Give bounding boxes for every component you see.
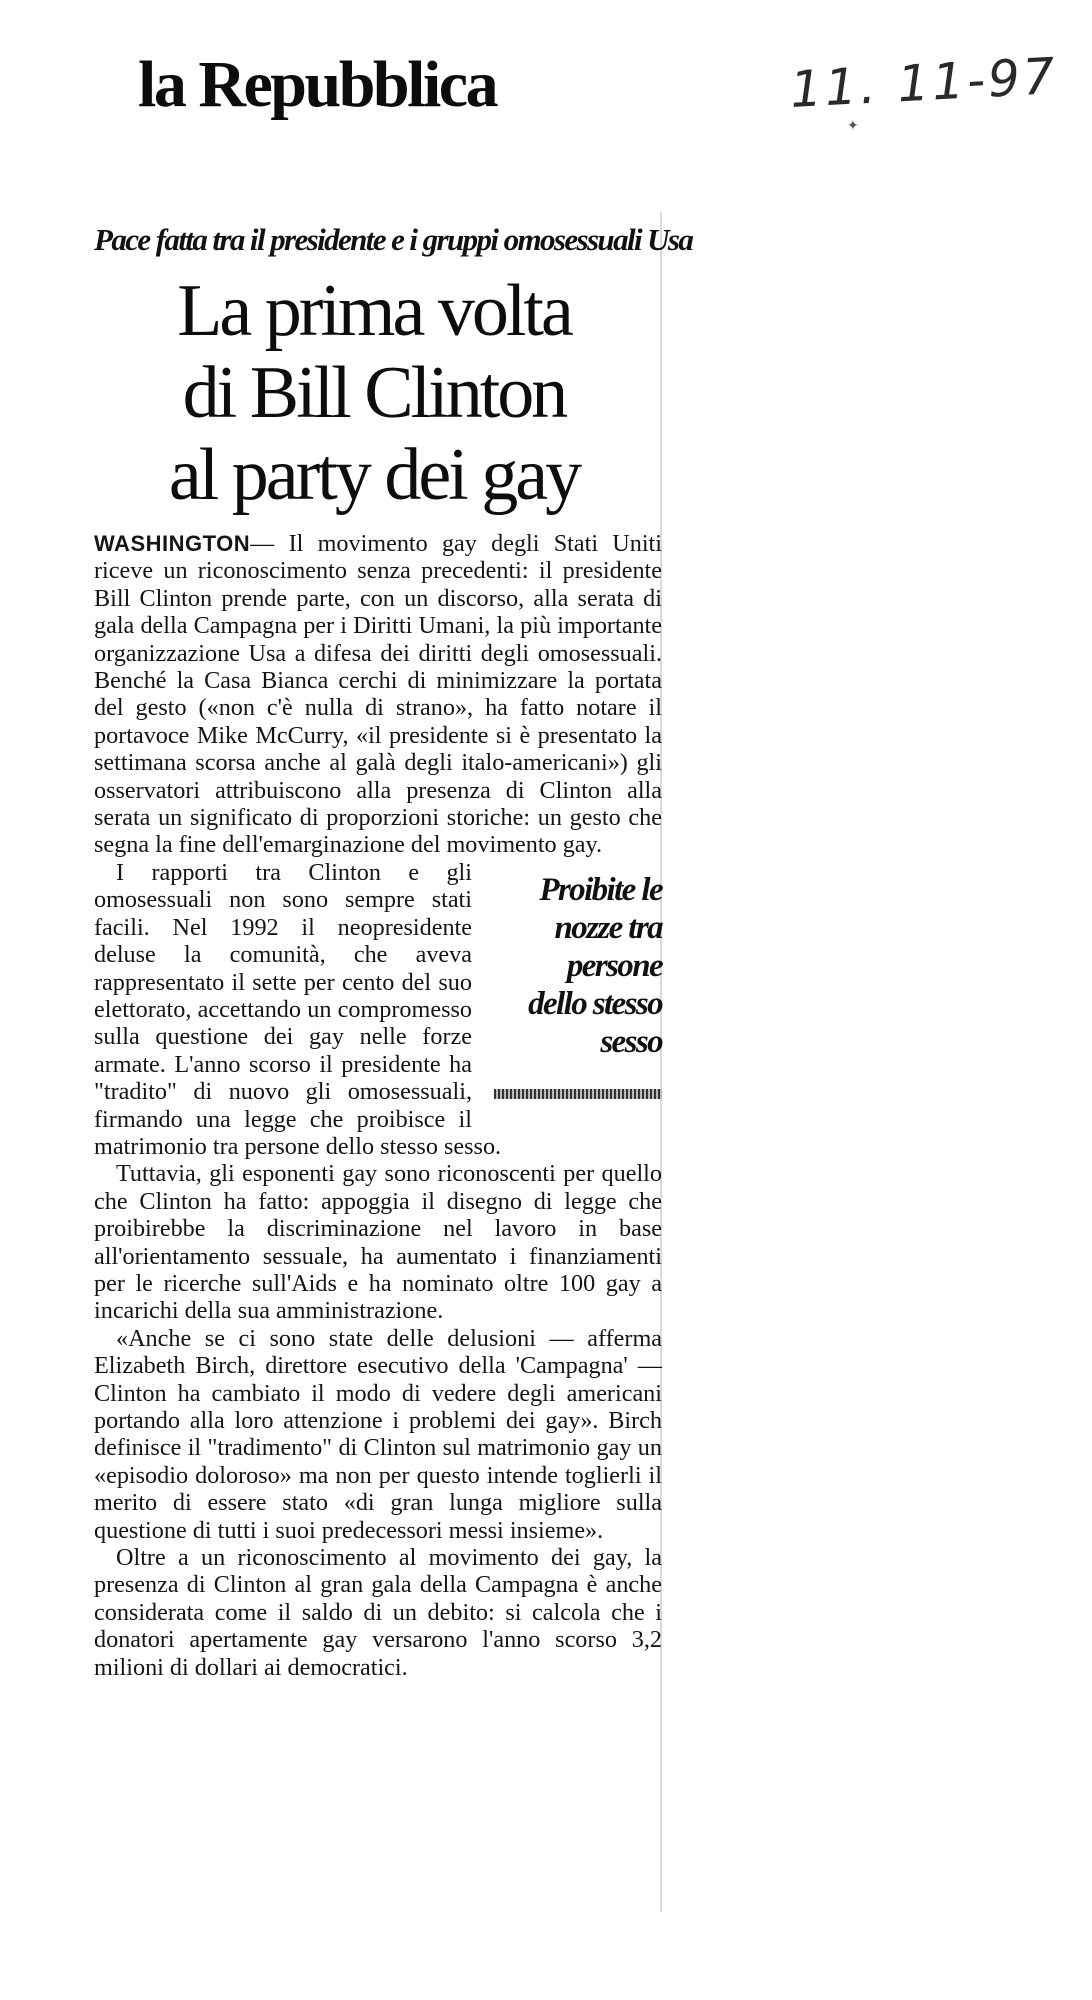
- pull-quote: [494, 871, 662, 1099]
- article-paragraph: [94, 530, 662, 859]
- pull-quote-line: sesso: [600, 1023, 662, 1060]
- headline-line: La prima volta: [177, 270, 571, 352]
- article-headline: [94, 270, 654, 516]
- article-paragraph: «Anche se ci sono state delle delusioni — afferma Elizabeth Birch, direttore esecutivo della 'Campagna' — Clinton ha cambiato il modo di vedere degli americani portando alla loro attenzione i problemi dei gay». Birch definisce il "tradimento" di Clinton sul matrimonio gay un «episodio doloroso» ma non per questo intende toglierli il merito di essere stato «di gran lunga migliore sulla questione di tutti i suoi predecessori messi insieme».: [94, 1324, 662, 1544]
- paragraph-text: — Il movimento gay degli Stati Uniti riceve un riconoscimento senza precedenti: il presidente Bill Clinton prende parte, con un discorso, alla serata di gala della Campagna per i Diritti Umani, la più importante organizzazione Usa a difesa dei diritti degli omosessuali. Benché la Casa Bianca cerchi di minimizzare la portata del gesto («non c'è nulla di strano», ha fatto notare il portavoce Mike McCurry, «il presidente si è presentato la settimana scorsa anche al galà degli italo-americani») gli osservatori attribuiscono alla presenza di Clinton alla serata un significato di proporzioni storiche: un gesto che segna la fine dell'emarginazione del movimento gay.: [94, 530, 662, 859]
- masthead-logo: la Repubblica: [138, 48, 497, 121]
- headline-line: al party dei gay: [168, 434, 580, 516]
- article-paragraph: I rapporti tra Clinton e gli omosessuali non sono sempre stati facili. Nel 1992 il neopresidente deluse la comunità, che aveva rappresentato il sette per cento del suo elettorato, accettando un compromesso sulla questione dei gay nelle forze armate. L'anno scorso il presidente ha "tradito" di nuovo gli omosessuali, firmando una legge che proibisce il matrimonio tra persone dello stesso sesso.: [94, 858, 502, 1160]
- pull-quote-divider: [494, 1089, 662, 1099]
- pull-quote-line: nozze tra: [554, 909, 662, 946]
- pull-quote-line: dello stesso: [528, 985, 662, 1022]
- article-body: [94, 530, 662, 1681]
- article-paragraph: Oltre a un riconoscimento al movimento dei gay, la presenza di Clinton al gran gala della Campagna è anche considerata come il saldo di un debito: si calcola che i donatori apertamente gay versarono l'anno scorso 3,2 milioni di dollari ai democratici.: [94, 1544, 662, 1681]
- article-kicker: Pace fatta tra il presidente e i gruppi omosessuali Usa: [94, 222, 693, 257]
- handwritten-date: 11. 11-97: [788, 47, 1060, 119]
- pull-quote-line: persone: [566, 947, 662, 984]
- headline-line: di Bill Clinton: [182, 352, 566, 434]
- article-paragraph: Tuttavia, gli esponenti gay sono riconoscenti per quello che Clinton ha fatto: appoggia il disegno di legge che proibirebbe la discriminazione nel lavoro in base all'orientamento sessuale, ha aumentato i finanziamenti per le ricerche sull'Aids e ha nominato oltre 100 gay a incarichi della sua amministrazione.: [94, 1160, 662, 1325]
- dateline: WASHINGTON: [94, 531, 251, 556]
- pull-quote-line: Proibite le: [539, 871, 662, 908]
- pen-mark-icon: ✦: [847, 119, 859, 134]
